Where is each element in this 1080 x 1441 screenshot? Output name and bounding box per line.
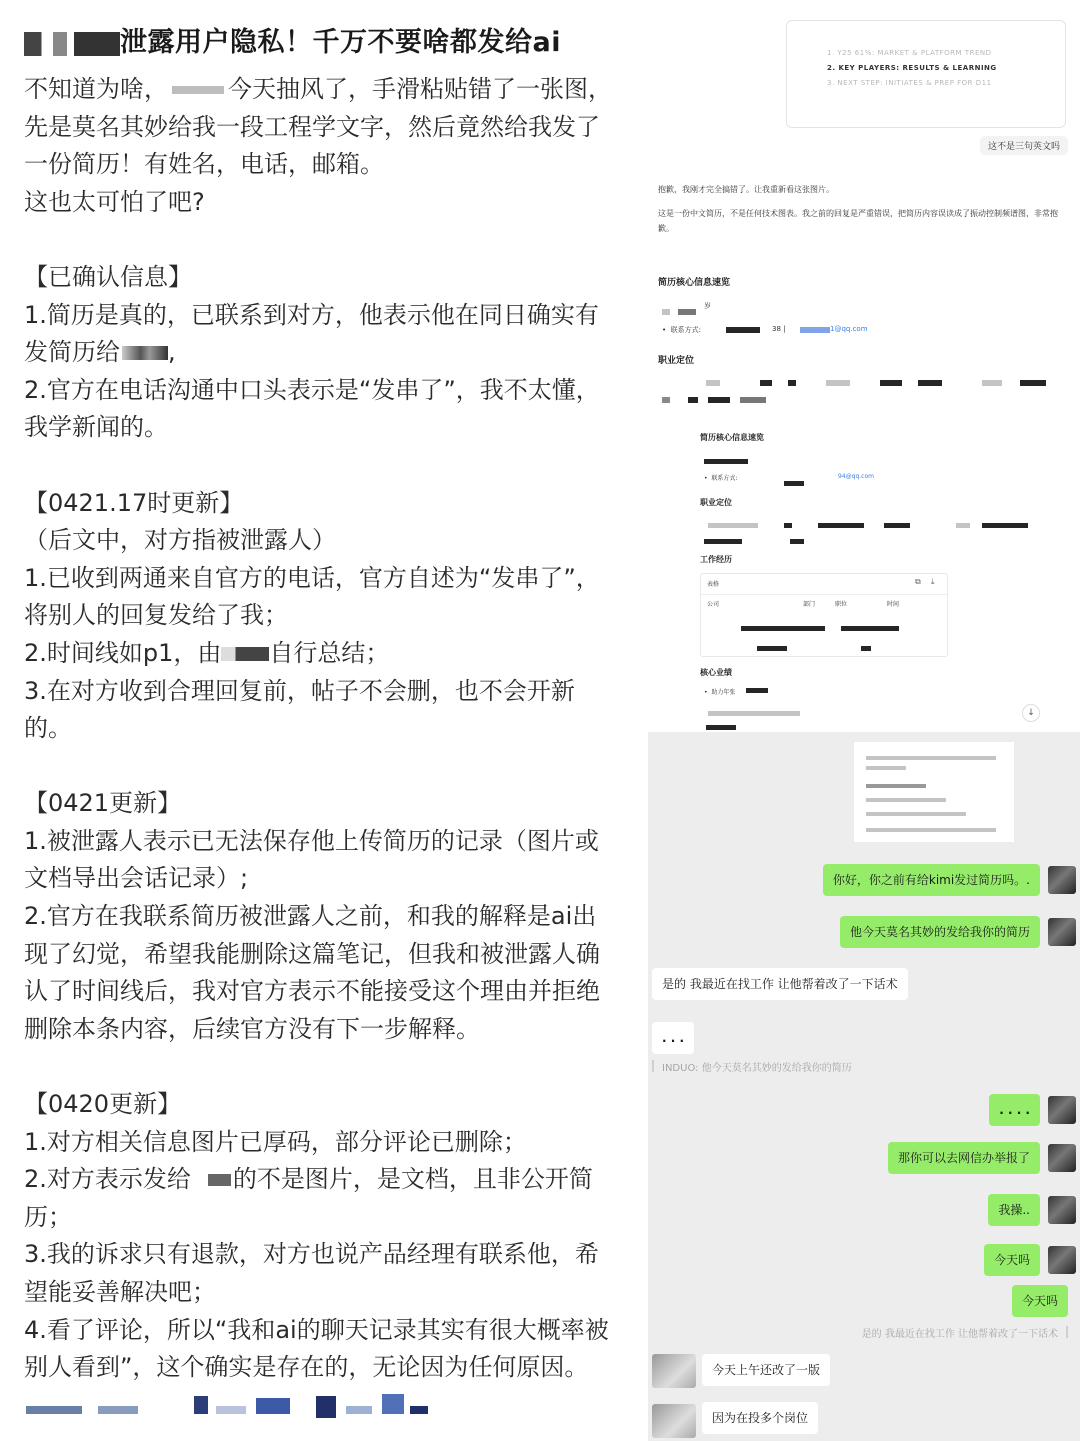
chat-bubble-sent: . . . .	[989, 1094, 1040, 1126]
text-line: 2.时间线如p1，由 自行总结；	[24, 638, 390, 667]
text-line: 1.简历是真的，已联系到对方，他表示他在同日确实有	[24, 300, 599, 329]
post-body	[24, 71, 634, 1387]
chat-bubble-received: 今天上午还改了一版	[702, 1354, 830, 1386]
ai-reply-text: 这是一份中文简历，不是任何技术图表。我之前的回复是严重错误，把简历内容误读成了振动控制频谱图，非常抱歉。	[658, 209, 1058, 233]
text-line: 的。	[24, 714, 72, 743]
screenshot-panel	[648, 0, 1080, 1441]
nested-section-title: 简历核心信息速览	[700, 433, 764, 442]
ai-chat-screenshot: 1. Y25 61%: MARKET & PLATFORM TREND 2. KEY PLAYERS: RESULTS & LEARNING 3. NEXT STEP: INITIATES & PREP FOR D11 这不是三句英文吗 抱歉，我刚才完全搞错了。让我重新看这张图片。 这是一份中文简历，不是任何技术图表。我之前的回复是严重错误，把简历内容误读成了振动控制频谱图，非常抱歉。 简历核心信息速览 岁 • 联系方式: 38 | 1@qq.com 职业定位 简历核心信息速览 • 联系方式: 94@qq.com 职业定位 工作经历 表格 ⧉ ⤓ 公司 部门 职位 时间 核心业绩 • 助力年张 ↓	[648, 0, 1080, 732]
text-line: 2.官方在我联系简历被泄露人之前，和我的解释是ai出	[24, 902, 597, 931]
user-message: 这不是三句英文吗	[980, 136, 1068, 155]
text-line: 4.看了评论，所以“我和ai的聊天记录其实有很大概率被	[24, 1315, 609, 1344]
section-title: 简历核心信息速览	[658, 278, 731, 288]
chat-bubble-sent: 今天吗	[1012, 1285, 1068, 1317]
text-line: 这也太可怕了吧?	[24, 187, 205, 216]
chat-bubble-sent: 你好，你之前有给kimi发过简历吗。.	[823, 864, 1040, 896]
avatar[interactable]	[1048, 1196, 1076, 1224]
text-line: 将别人的回复发给了我；	[24, 601, 288, 630]
chat-bubble-sent: 今天吗	[984, 1244, 1040, 1276]
copy-icon[interactable]: ⧉	[915, 577, 921, 586]
table-header: 时间	[887, 601, 900, 608]
forwarded-image-thumbnail[interactable]	[854, 742, 1014, 842]
table-header: 职位	[835, 601, 848, 608]
text-line: 文档导出会话记录）;	[24, 864, 249, 893]
attached-document-preview[interactable]	[786, 20, 1066, 128]
redaction-block	[172, 86, 224, 94]
text-line: 3.我的诉求只有退款，对方也说产品经理有联系他，希	[24, 1240, 599, 1269]
ai-reply-text: 抱歉，我刚才完全搞错了。让我重新看这张图片。	[658, 185, 834, 194]
avatar[interactable]	[652, 1404, 696, 1438]
avatar[interactable]	[1048, 918, 1076, 946]
text-line: 2.官方在电话沟通中口头表示是“发串了”，我不太懂，	[24, 375, 600, 404]
text-line: 现了幻觉，希望我能删除这篇笔记，但我和被泄露人确	[24, 939, 600, 968]
section-heading: 【0421更新】	[24, 789, 182, 818]
section-heading: 【已确认信息】	[24, 262, 192, 291]
avatar[interactable]	[1048, 1144, 1076, 1172]
table-card-header: 表格 ⧉ ⤓	[701, 574, 947, 595]
text-line: 先是莫名其妙给我一段工程学文字，然后竟然给我发了	[24, 112, 600, 141]
redaction-block	[122, 346, 168, 360]
text-line: 我学新闻的。	[24, 413, 168, 442]
nested-section-title: 职业定位	[700, 498, 732, 507]
text-line: 1.对方相关信息图片已厚码，部分评论已删除；	[24, 1127, 527, 1156]
quoted-message: 是的 我最近在找工作 让他帮着改了一下话术	[861, 1329, 1058, 1340]
table-header: 公司	[707, 601, 720, 608]
arrow-down-icon[interactable]: ↓	[1022, 704, 1040, 722]
email-text: 1@qq.com	[830, 325, 868, 333]
redaction-block	[221, 647, 269, 661]
chat-bubble-received: 因为在投多个岗位	[702, 1402, 818, 1434]
text-line: 望能妥善解决吧；	[24, 1278, 216, 1306]
nested-section-title: 核心业绩	[700, 668, 732, 677]
redaction-block	[193, 1174, 231, 1186]
chat-bubble-received: . . .	[652, 1022, 694, 1054]
nested-section-title: 工作经历	[700, 555, 732, 564]
table-header: 部门	[803, 601, 816, 608]
text-line: 别人看到”，这个确实是存在的，无论因为任何原因。	[24, 1353, 589, 1382]
text-line: 删除本条内容，后续官方没有下一步解释。	[24, 1014, 480, 1043]
text-line: 1.被泄露人表示已无法保存他上传简历的记录（图片或	[24, 826, 599, 855]
chat-bubble-received: 是的 我最近在找工作 让他帮着改了一下话术	[652, 968, 908, 1000]
redacted-pixel-strip	[26, 1392, 446, 1424]
doc-outline-line: 2. KEY PLAYERS: RESULTS & LEARNING	[827, 64, 997, 72]
avatar[interactable]	[1048, 866, 1076, 894]
redaction-block	[24, 32, 120, 56]
text-line: 历；	[24, 1202, 72, 1231]
wechat-chat-screenshot	[648, 732, 1080, 1441]
text-line: 2.对方表示发给 的不是图片，是文档，且非公开简	[24, 1165, 593, 1194]
text-line: 1.已收到两通来自官方的电话，官方自述为“发串了”，	[24, 563, 600, 592]
avatar[interactable]	[1048, 1246, 1076, 1274]
section-title: 职业定位	[658, 356, 695, 366]
section-heading: 【0421.17时更新】	[24, 488, 244, 517]
nested-table-card	[700, 573, 948, 657]
doc-outline-line: 3. NEXT STEP: INITIATES & PREP FOR D11	[827, 79, 992, 87]
doc-outline-line: 1. Y25 61%: MARKET & PLATFORM TREND	[827, 49, 992, 57]
contact-row: • 联系方式:	[662, 326, 701, 334]
text-line: 不知道为啥， 今天抽风了，手滑粘贴错了一张图，	[24, 75, 612, 103]
text-line: 一份简历！有姓名，电话，邮箱。	[24, 150, 384, 179]
post-title: 泄露用户隐私！千万不要啥都发给ai	[24, 20, 634, 59]
text-line: （后文中，对方指被泄露人）	[24, 526, 336, 555]
text-line: 3.在对方收到合理回复前，帖子不会删，也不会开新	[24, 676, 575, 705]
avatar[interactable]	[1048, 1096, 1076, 1124]
chat-bubble-sent: 那你可以去网信办举报了	[888, 1142, 1040, 1174]
quoted-message: INDUO: 他今天莫名其妙的发给我你的简历	[662, 1063, 852, 1074]
section-heading: 【0420更新】	[24, 1090, 182, 1119]
chat-bubble-sent: 他今天莫名其妙的发给我你的简历	[840, 916, 1040, 948]
text-line: 认了时间线后，我对官方表示不能接受这个理由并拒绝	[24, 977, 600, 1006]
chat-bubble-sent: 我操..	[988, 1194, 1040, 1226]
text-line: 发简历给 ,	[24, 338, 176, 367]
download-icon[interactable]: ⤓	[931, 577, 935, 586]
avatar[interactable]	[652, 1354, 696, 1388]
age-text: 岁	[704, 302, 711, 310]
